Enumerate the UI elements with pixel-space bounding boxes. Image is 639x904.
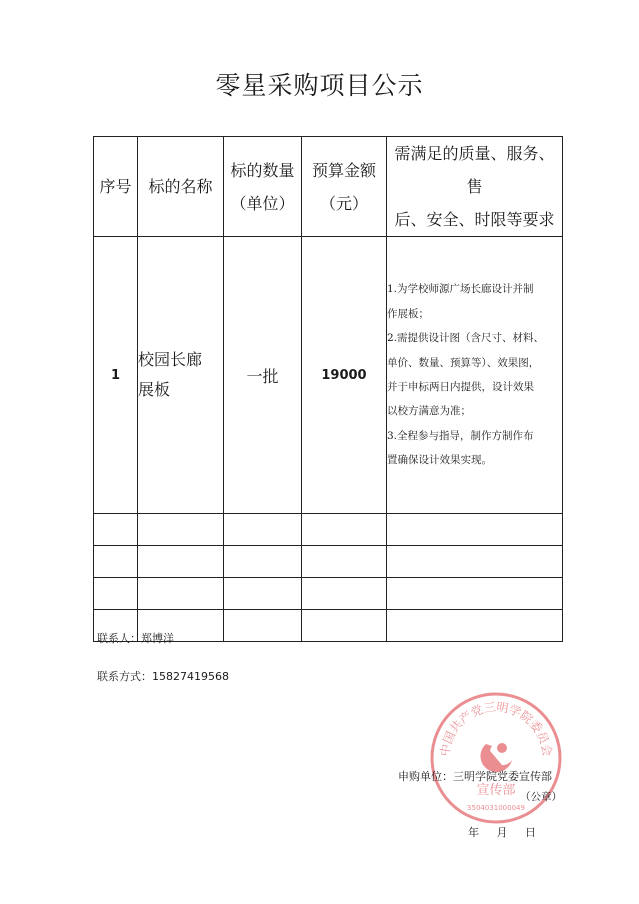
header-no: 序号 <box>94 137 138 237</box>
cell-qty: 一批 <box>224 237 302 514</box>
seal-note: （公章） <box>520 791 562 803</box>
cell-no: 1 <box>94 237 138 514</box>
empty-row <box>94 514 563 546</box>
req-line: 2.需提供设计图（含尺寸、材料、 <box>387 332 545 345</box>
applicant-unit: 申购单位：三明学院党委宣传部 <box>398 770 552 783</box>
cell-name: 校园长廊 展板 <box>138 237 224 514</box>
empty-row <box>94 578 563 610</box>
req-line: 置确保设计效果实现。 <box>387 454 492 467</box>
header-name: 标的名称 <box>138 137 224 237</box>
header-qty: 标的数量 （单位） <box>224 137 302 237</box>
header-row <box>94 137 563 237</box>
req-line: 以校方满意为准； <box>387 405 471 418</box>
page-title: 零星采购项目公示 <box>215 71 424 100</box>
procurement-table <box>93 136 563 642</box>
seal-center-text: 宣传部 <box>476 783 516 798</box>
req-line: 3.全程参与指导，制作方制作布 <box>387 429 534 442</box>
cell-amount: 19000 <box>302 237 387 514</box>
seal-serial: 3504031000049 <box>467 804 525 812</box>
official-seal <box>428 690 564 826</box>
contact-person: 联系人：郑博洋 <box>97 632 174 645</box>
req-line: 并于申标两日内提供，设计效果 <box>387 381 534 393</box>
table-row <box>94 237 563 514</box>
date-line: 年 月 日 <box>468 826 536 839</box>
req-line: 1.为学校师源广场长廊设计并制 <box>387 283 534 296</box>
req-line: 单价、数量、预算等）、效果图， <box>387 356 540 369</box>
empty-row <box>94 546 563 578</box>
header-amount: 预算金额 （元） <box>302 137 387 237</box>
req-line: 作展板； <box>387 307 429 320</box>
contact-phone: 联系方式：15827419568 <box>97 670 229 683</box>
seal-ring-text: 中国共产党三明学院委员会 <box>437 700 555 758</box>
cell-requirements <box>387 237 563 514</box>
header-requirements: 需满足的质量、服务、售 后、安全、时限等要求 <box>387 137 563 237</box>
